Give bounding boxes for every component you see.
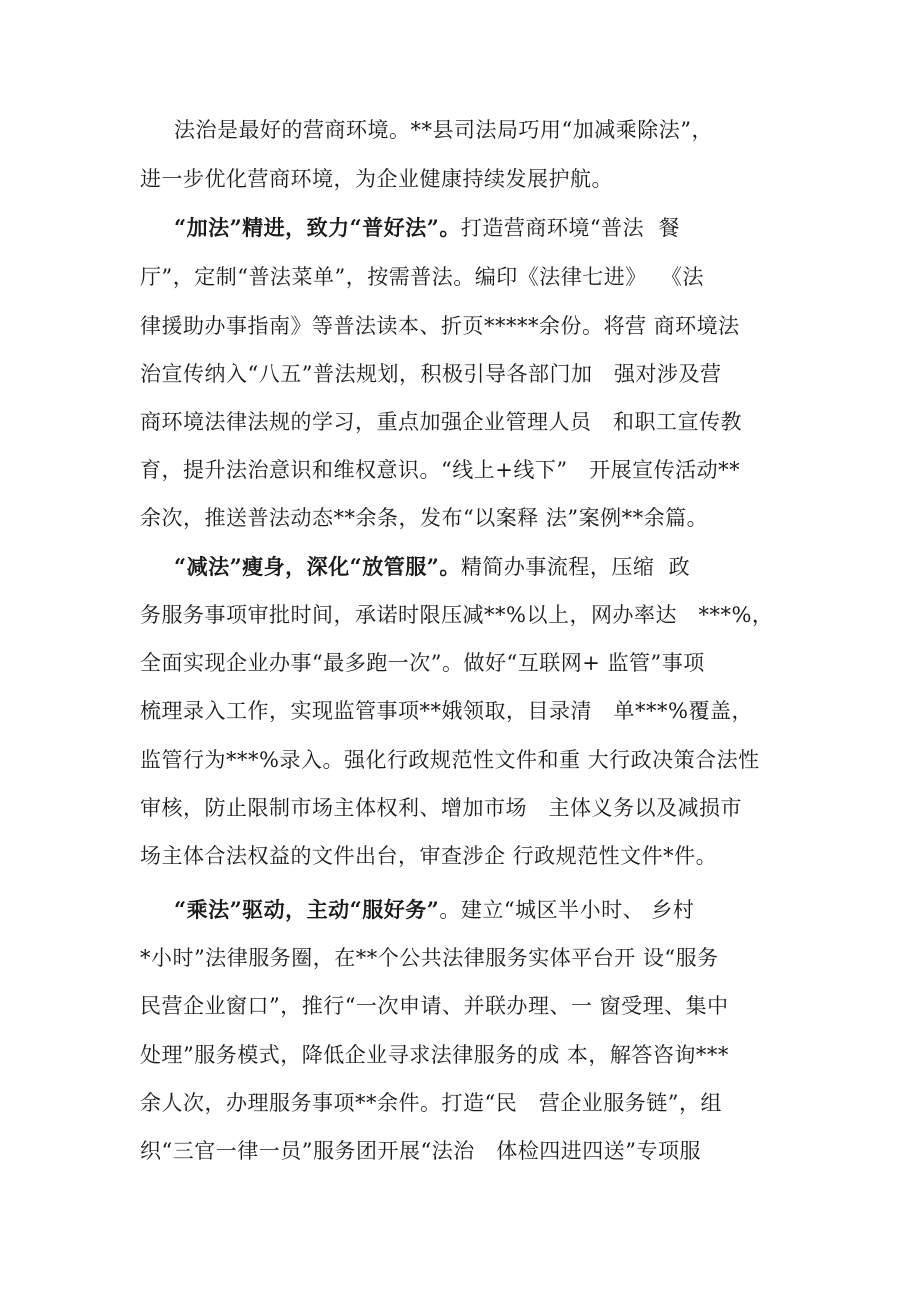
paragraph-3-line-2 xyxy=(140,598,790,632)
text-line: 余次，推送普法动态**余条，发布“以案释 法”案例**余篇。 xyxy=(140,506,709,530)
text-line: 。建立“城区半小时、 乡村 xyxy=(439,898,695,922)
paragraph-3-line-7 xyxy=(140,839,790,873)
text-line: 民营企业窗口”，推行“一次申请、并联办理、一 窗受理、集中 xyxy=(140,994,729,1018)
text-line: 织“三官一律一员”服务团开展“法治 体检四进四送”专项服 xyxy=(140,1139,701,1163)
text-line: 法治是最好的营商环境。**县司法局巧用“加减乘除法”， xyxy=(174,118,713,142)
paragraph-4-line-6 xyxy=(140,1134,790,1168)
text-line: 进一步优化营商环境，为企业健康持续发展护航。 xyxy=(140,167,613,191)
paragraph-3-line-5 xyxy=(140,743,790,777)
paragraph-4-line-4 xyxy=(140,1038,790,1072)
paragraph-1-line-1 xyxy=(174,113,790,147)
paragraph-2-line-5 xyxy=(140,405,790,439)
text-line: 育，提升法治意识和维权意识。“线上+线下” 开展宣传活动** xyxy=(140,458,741,482)
paragraph-2-line-7 xyxy=(140,501,790,535)
text-line: 场主体合法权益的文件出台，审查涉企 行政规范性文件*件。 xyxy=(140,844,718,868)
paragraph-2-line-6 xyxy=(140,453,790,487)
paragraph-4-line-3 xyxy=(140,989,790,1023)
section-heading-subtraction: “减法”瘦身，深化“放管服”。 xyxy=(174,554,461,579)
paragraph-4-line-2 xyxy=(140,941,790,975)
text-line: 务服务事项审批时间，承诺时限压减**%以上，网办率达 ***%， xyxy=(140,603,774,627)
text-line: 商环境法律法规的学习，重点加强企业管理人员 和职工宣传教 xyxy=(140,410,743,434)
section-heading-addition: “加法”精进，致力“普好法”。 xyxy=(174,215,461,240)
paragraph-2-line-1 xyxy=(174,211,790,245)
paragraph-1-line-2 xyxy=(140,162,790,196)
text-line: 梳理录入工作，实现监管事项**娥领取，目录清 单***%覆盖， xyxy=(140,699,753,723)
paragraph-3-line-3 xyxy=(140,646,790,680)
text-line: 治宣传纳入“八五”普法规划，积极引导各部门加 强对涉及营 xyxy=(140,362,722,386)
paragraph-2-line-2 xyxy=(140,260,790,294)
text-line: *小时”法律服务圈，在**个公共法律服务实体平台开 设“服务 xyxy=(140,946,719,970)
section-heading-multiplication: “乘法”驱动，主动“服好务” xyxy=(174,897,440,922)
text-line: 监管行为***%录入。强化行政规范性文件和重 大行政决策合法性 xyxy=(140,748,760,772)
text-line: 余人次，办理服务事项**余件。打造“民 营企业服务链”，组 xyxy=(140,1091,722,1115)
text-line: 精简办事流程，压缩 政 xyxy=(460,555,691,579)
paragraph-4-line-1 xyxy=(174,893,790,927)
text-line: 厅”，定制“普法菜单”，按需普法。编印《法律七进》 《法 xyxy=(140,265,705,289)
text-line: 全面实现企业办事“最多跑一次”。做好“互联网+ 监管”事项 xyxy=(140,651,705,675)
text-line: 审核，防止限制市场主体权利、增加市场 主体义务以及减损市 xyxy=(140,796,743,820)
paragraph-2-line-3 xyxy=(140,309,790,343)
text-line: 律援助办事指南》等普法读本、折页*****余份。将营 商环境法 xyxy=(140,314,740,338)
paragraph-4-line-5 xyxy=(140,1086,790,1120)
paragraph-3-line-6 xyxy=(140,791,790,825)
paragraph-2-line-4 xyxy=(140,357,790,391)
text-line: 打造营商环境“普法 餐 xyxy=(460,216,680,240)
text-line: 处理”服务模式，降低企业寻求法律服务的成 本，解答咨询*** xyxy=(140,1043,729,1067)
paragraph-3-line-4 xyxy=(140,694,790,728)
paragraph-3-line-1 xyxy=(174,550,790,584)
